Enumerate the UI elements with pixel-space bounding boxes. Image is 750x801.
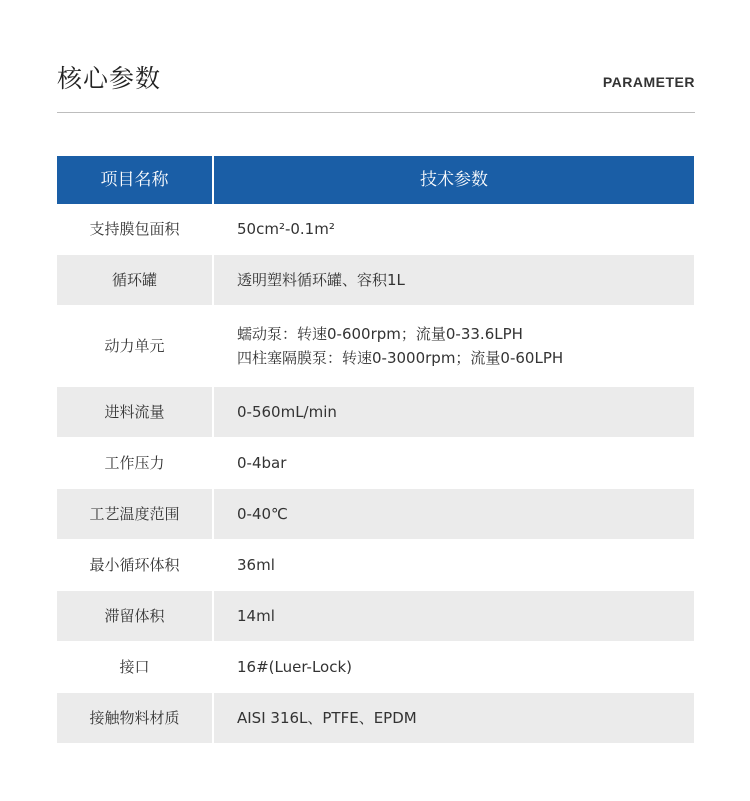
row-value-line: 14ml [237, 607, 275, 625]
row-value [214, 642, 694, 692]
row-value-line: 透明塑料循环罐、容积1L [237, 271, 405, 289]
row-value-line: 0-4bar [237, 454, 287, 472]
row-value [214, 693, 694, 743]
row-value-line: 50cm²-0.1m² [237, 220, 335, 238]
row-value-line: 蠕动泵：转速0-600rpm；流量0-33.6LPH [237, 325, 523, 343]
row-value-line: 36ml [237, 556, 275, 574]
parameter-table [57, 156, 694, 744]
row-value [214, 540, 694, 590]
table-row [57, 255, 694, 305]
table-row [57, 540, 694, 590]
table-header-row [57, 156, 694, 204]
row-value [214, 204, 694, 254]
table-row [57, 693, 694, 743]
row-label: 循环罐 [57, 255, 212, 305]
row-value [214, 255, 694, 305]
row-label: 工作压力 [57, 438, 212, 488]
row-value-line: 0-560mL/min [237, 403, 337, 421]
row-label: 接触物料材质 [57, 693, 212, 743]
row-value-line: AISI 316L、PTFE、EPDM [237, 709, 417, 727]
table-row [57, 306, 694, 386]
row-label: 支持膜包面积 [57, 204, 212, 254]
table-row [57, 591, 694, 641]
row-value-line: 四柱塞隔膜泵：转速0-3000rpm；流量0-60LPH [237, 349, 564, 367]
row-value [214, 591, 694, 641]
row-value [214, 489, 694, 539]
table-row [57, 642, 694, 692]
row-label: 接口 [57, 642, 212, 692]
page-subtitle: PARAMETER [602, 74, 695, 90]
table-row [57, 204, 694, 254]
row-label: 最小循环体积 [57, 540, 212, 590]
row-label: 动力单元 [57, 306, 212, 386]
row-label: 滞留体积 [57, 591, 212, 641]
row-label: 进料流量 [57, 387, 212, 437]
table-row [57, 489, 694, 539]
row-value-line: 0-40℃ [237, 505, 288, 523]
row-label: 工艺温度范围 [57, 489, 212, 539]
column-header-value: 技术参数 [214, 156, 694, 204]
table-row [57, 387, 694, 437]
row-value [214, 438, 694, 488]
table-row [57, 438, 694, 488]
row-value-line: 16#(Luer-Lock) [237, 658, 353, 676]
section-header [57, 58, 695, 113]
column-header-name: 项目名称 [57, 156, 212, 204]
row-value [214, 306, 694, 386]
row-value [214, 387, 694, 437]
page-title: 核心参数 [57, 64, 162, 93]
